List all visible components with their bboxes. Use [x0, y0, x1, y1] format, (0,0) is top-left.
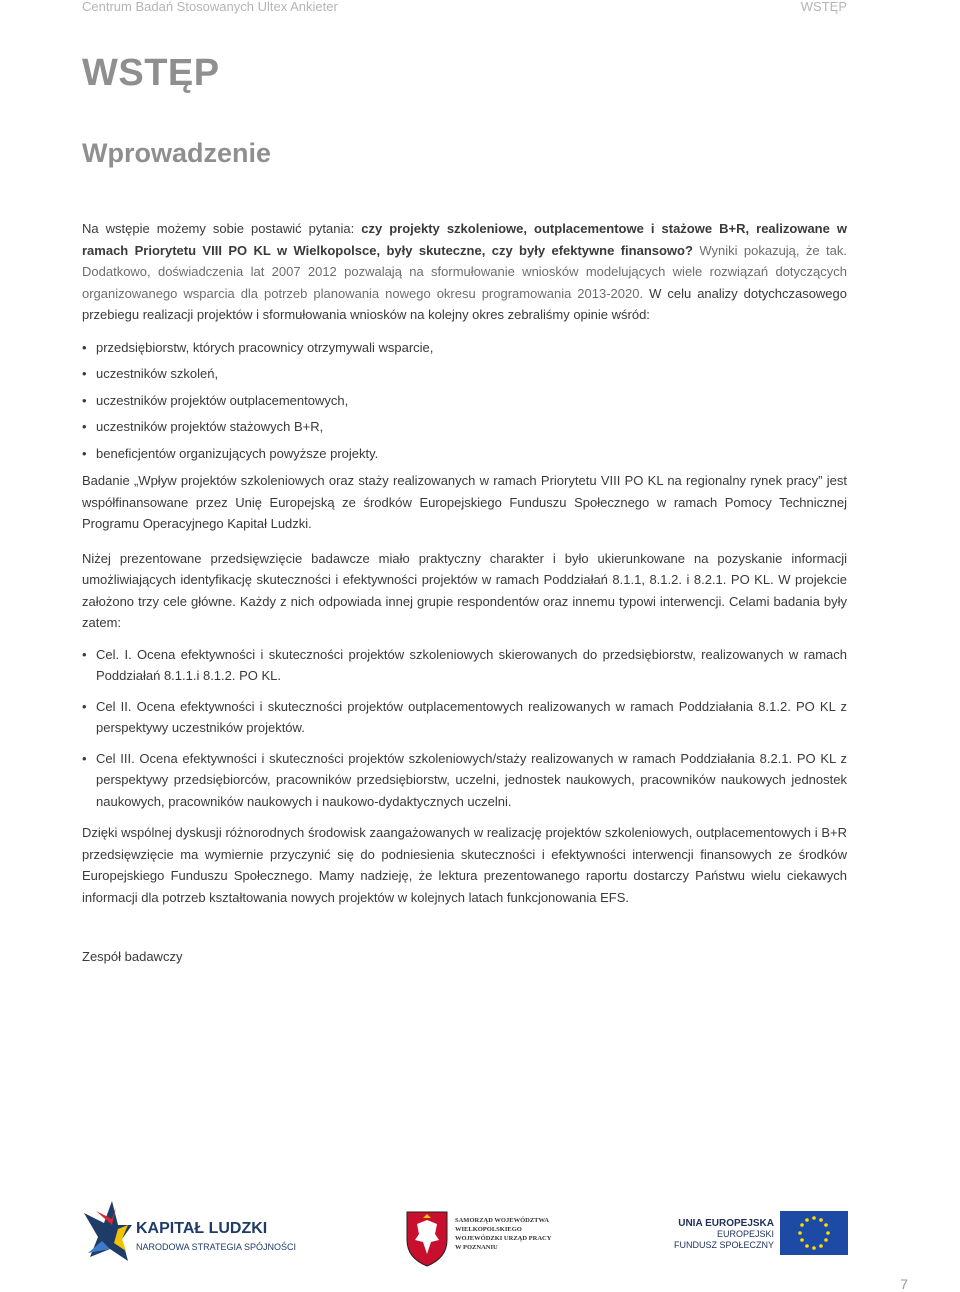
closing-paragraph: Dzięki wspólnej dyskusji różnorodnych środowisk zaangażowanych w realizację projektów szkoleniowych, outplacementowych i B+R przedsięwzięcie ma wymiernie przyczynić się do podniesienia skuteczności i efektywności interwencji finansowych ze środków Europejskiego Funduszu Społecznego. Mamy nadzieję, że lektura prezentowanego raportu dostarczy Państwu wielu ciekawych informacji dla potrzeb kształtowania nowych projektów w kolejnych latach funkcjonowania EFS.: [82, 825, 847, 905]
list-item: • przedsiębiorstw, których pracownicy otrzymywali wsparcie,: [82, 337, 847, 359]
ue-line2: EUROPEJSKI: [716, 1229, 774, 1239]
wk-line2: WIELKOPOLSKIEGO: [455, 1226, 522, 1233]
funding-paragraph: Badanie „Wpływ projektów szkoleniowych oraz staży realizowanych w ramach Priorytetu VIII PO KL na regionalny rynek pracy” jest współfinansowane przez Unię Europejską ze środków Europejskiego Funduszu Społecznego w ramach Pomocy Technicznej Programu Operacyjnego Kapitał Ludzki.: [82, 473, 847, 531]
list-item: • uczestników projektów stażowych B+R,: [82, 416, 847, 438]
list-item: • Cel III. Ocena efektywności i skuteczności projektów szkoleniowych/staży realizowanych w ramach Poddziałania 8.2.1. PO KL z perspektywy przedsiębiorców, pracowników przedsiębiorstw, uczelni, jednostek naukowych, pracowników naukowych jednostek naukowych, pracowników naukowych i naukowo-dydaktycznych uczelni.: [82, 748, 847, 813]
list-item: • uczestników projektów outplacementowych,: [82, 390, 847, 412]
main-content: [82, 218, 847, 968]
ue-line1: UNIA EUROPEJSKA: [678, 1218, 774, 1229]
wk-line4: W POZNANIU: [455, 1244, 498, 1251]
eu-logo: [670, 1207, 850, 1271]
page-title: WSTĘP: [82, 52, 220, 94]
kl-subtitle: NARODOWA STRATEGIA SPÓJNOŚCI: [136, 1242, 297, 1252]
wielkopolska-logo: [405, 1210, 555, 1270]
ue-line3: FUNDUSZ SPOŁECZNY: [673, 1240, 774, 1250]
running-header-left: Centrum Badań Stosowanych Ultex Ankieter: [82, 0, 338, 14]
signature: Zespół badawczy: [82, 949, 183, 964]
intro-paragraph: [82, 218, 847, 326]
intro-lead: Na wstępie możemy sobie postawić pytania:: [82, 221, 362, 236]
wk-line3: WOJEWÓDZKI URZĄD PRACY: [455, 1235, 552, 1242]
list-item: • Cel. I. Ocena efektywności i skuteczności projektów szkoleniowych skierowanych do przedsiębiorstw, realizowanych w ramach Poddziałań 8.1.1.i 8.1.2. PO KL.: [82, 644, 847, 687]
wk-line1: SAMORZĄD WOJEWÓDZTWA: [455, 1217, 549, 1224]
running-header-right: WSTĘP: [800, 0, 847, 14]
respondents-list: [82, 337, 847, 465]
section-subtitle: Wprowadzenie: [82, 138, 272, 168]
page-number: 7: [900, 1276, 908, 1292]
intro-method: W celu analizy dotychczasowego przebiegu realizacji projektów i sformułowania wniosków na kolejny okres zebraliśmy opinie wśród:: [82, 285, 847, 322]
goals-list: [82, 644, 847, 813]
kapital-ludzki-logo: [82, 1195, 312, 1265]
logo-bar: [0, 1195, 960, 1265]
intro-question: czy projekty szkoleniowe, outplacementowe i stażowe B+R, realizowane w ramach Priorytetu VIII PO KL w Wielkopolsce, były skuteczne, czy były efektywne finansowo?: [82, 221, 847, 258]
list-item: • uczestników szkoleń,: [82, 363, 847, 385]
list-item: • beneficjentów organizujących powyższe projekty.: [82, 443, 847, 465]
list-item: • Cel II. Ocena efektywności i skuteczności projektów outplacementowych realizowanych w ramach Poddziałania 8.1.2. PO KL z perspektywy uczestników projektów.: [82, 696, 847, 739]
kl-title: KAPITAŁ LUDZKI: [136, 1220, 268, 1237]
intro-findings: Wyniki pokazują, że tak. Dodatkowo, doświadczenia lat 2007 2012 pozwalają na sformułowanie wniosków modelujących wiele rozwiązań dotyczących organizowanego wsparcia dla potrzeb planowania nowego okresu programowania 2013-2020.: [82, 242, 847, 301]
project-paragraph: Niżej prezentowane przedsięwzięcie badawcze miało praktyczny charakter i było ukierunkowane na pozyskanie informacji umożliwiających identyfikację skuteczności i efektywności projektów w ramach Poddziałań 8.1.1, 8.1.2. i 8.2.1. PO KL. W projekcie założono trzy cele główne. Każdy z nich odpowiada innej grupie respondentów oraz innemu typowi interwencji. Celami badania były zatem:: [82, 550, 847, 630]
